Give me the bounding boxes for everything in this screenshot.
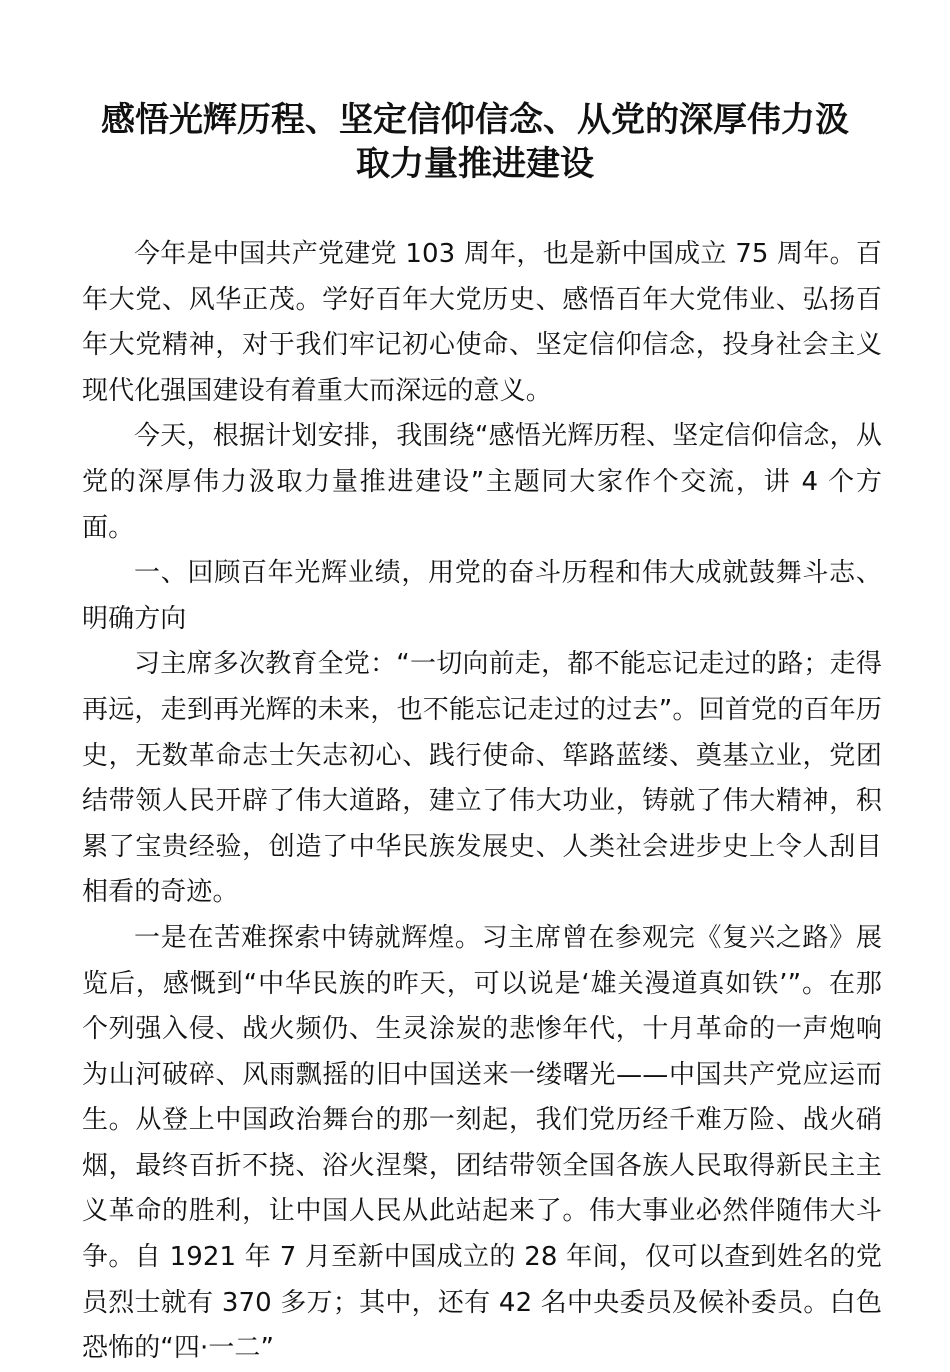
paragraph-intro: 今年是中国共产党建党 103 周年，也是新中国成立 75 周年。百年大党、风华正茂。学好百年大党历史、感悟百年大党伟业、弘扬百年大党精神，对于我们牢记初心使命、坚定信仰信念，投身社会主义现代化强国建设有着重大而深远的意义。: [82, 239, 882, 406]
paragraph-hardship: 一是在苦难探索中铸就辉煌。习主席曾在参观完《复兴之路》展览后，感慨到“中华民族的昨天，可以说是‘雄关漫道真如铁’”。在那个列强入侵、战火频仍、生灵涂炭的悲惨年代，十月革命的一声炮响为山河破碎、风雨飘摇的旧中国送来一缕曙光——中国共产党应运而生。从登上中国政治舞台的那一刻起，我们党历经千难万险、战火硝烟，最终百折不挠、浴火涅槃，团结带领全国各族人民取得新民主主义革命的胜利，让中国人民从此站起来了。伟大事业必然伴随伟大斗争。自 1921 年 7 月至新中国成立的 28 年间，仅可以查到姓名的党员烈士就有 370 多万；其中，还有 42 名中央委员及候补委员。白色恐怖的“四·一二”: [82, 922, 882, 1364]
paragraph-topic: 今天，根据计划安排，我围绕“感悟光辉历程、坚定信仰信念，从党的深厚伟力汲取力量推进建设”主题同大家作个交流，讲 4 个方面。: [82, 421, 882, 543]
document-body: [82, 232, 882, 1372]
document-title-line-1: 感悟光辉历程、坚定信仰信念、从党的深厚伟力汲: [101, 100, 849, 140]
paragraph-history: 习主席多次教育全党：“一切向前走，都不能忘记走过的路；走得再远，走到再光辉的未来，也不能忘记走过的过去”。回首党的百年历史，无数革命志士矢志初心、践行使命、筚路蓝缕、奠基立业，党团结带领人民开辟了伟大道路，建立了伟大功业，铸就了伟大精神，积累了宝贵经验，创造了中华民族发展史、人类社会进步史上令人刮目相看的奇迹。: [82, 649, 882, 908]
section-heading-1: 一、回顾百年光辉业绩，用党的奋斗历程和伟大成就鼓舞斗志、明确方向: [82, 558, 882, 634]
document-title-line-2: 取力量推进建设: [356, 144, 594, 184]
